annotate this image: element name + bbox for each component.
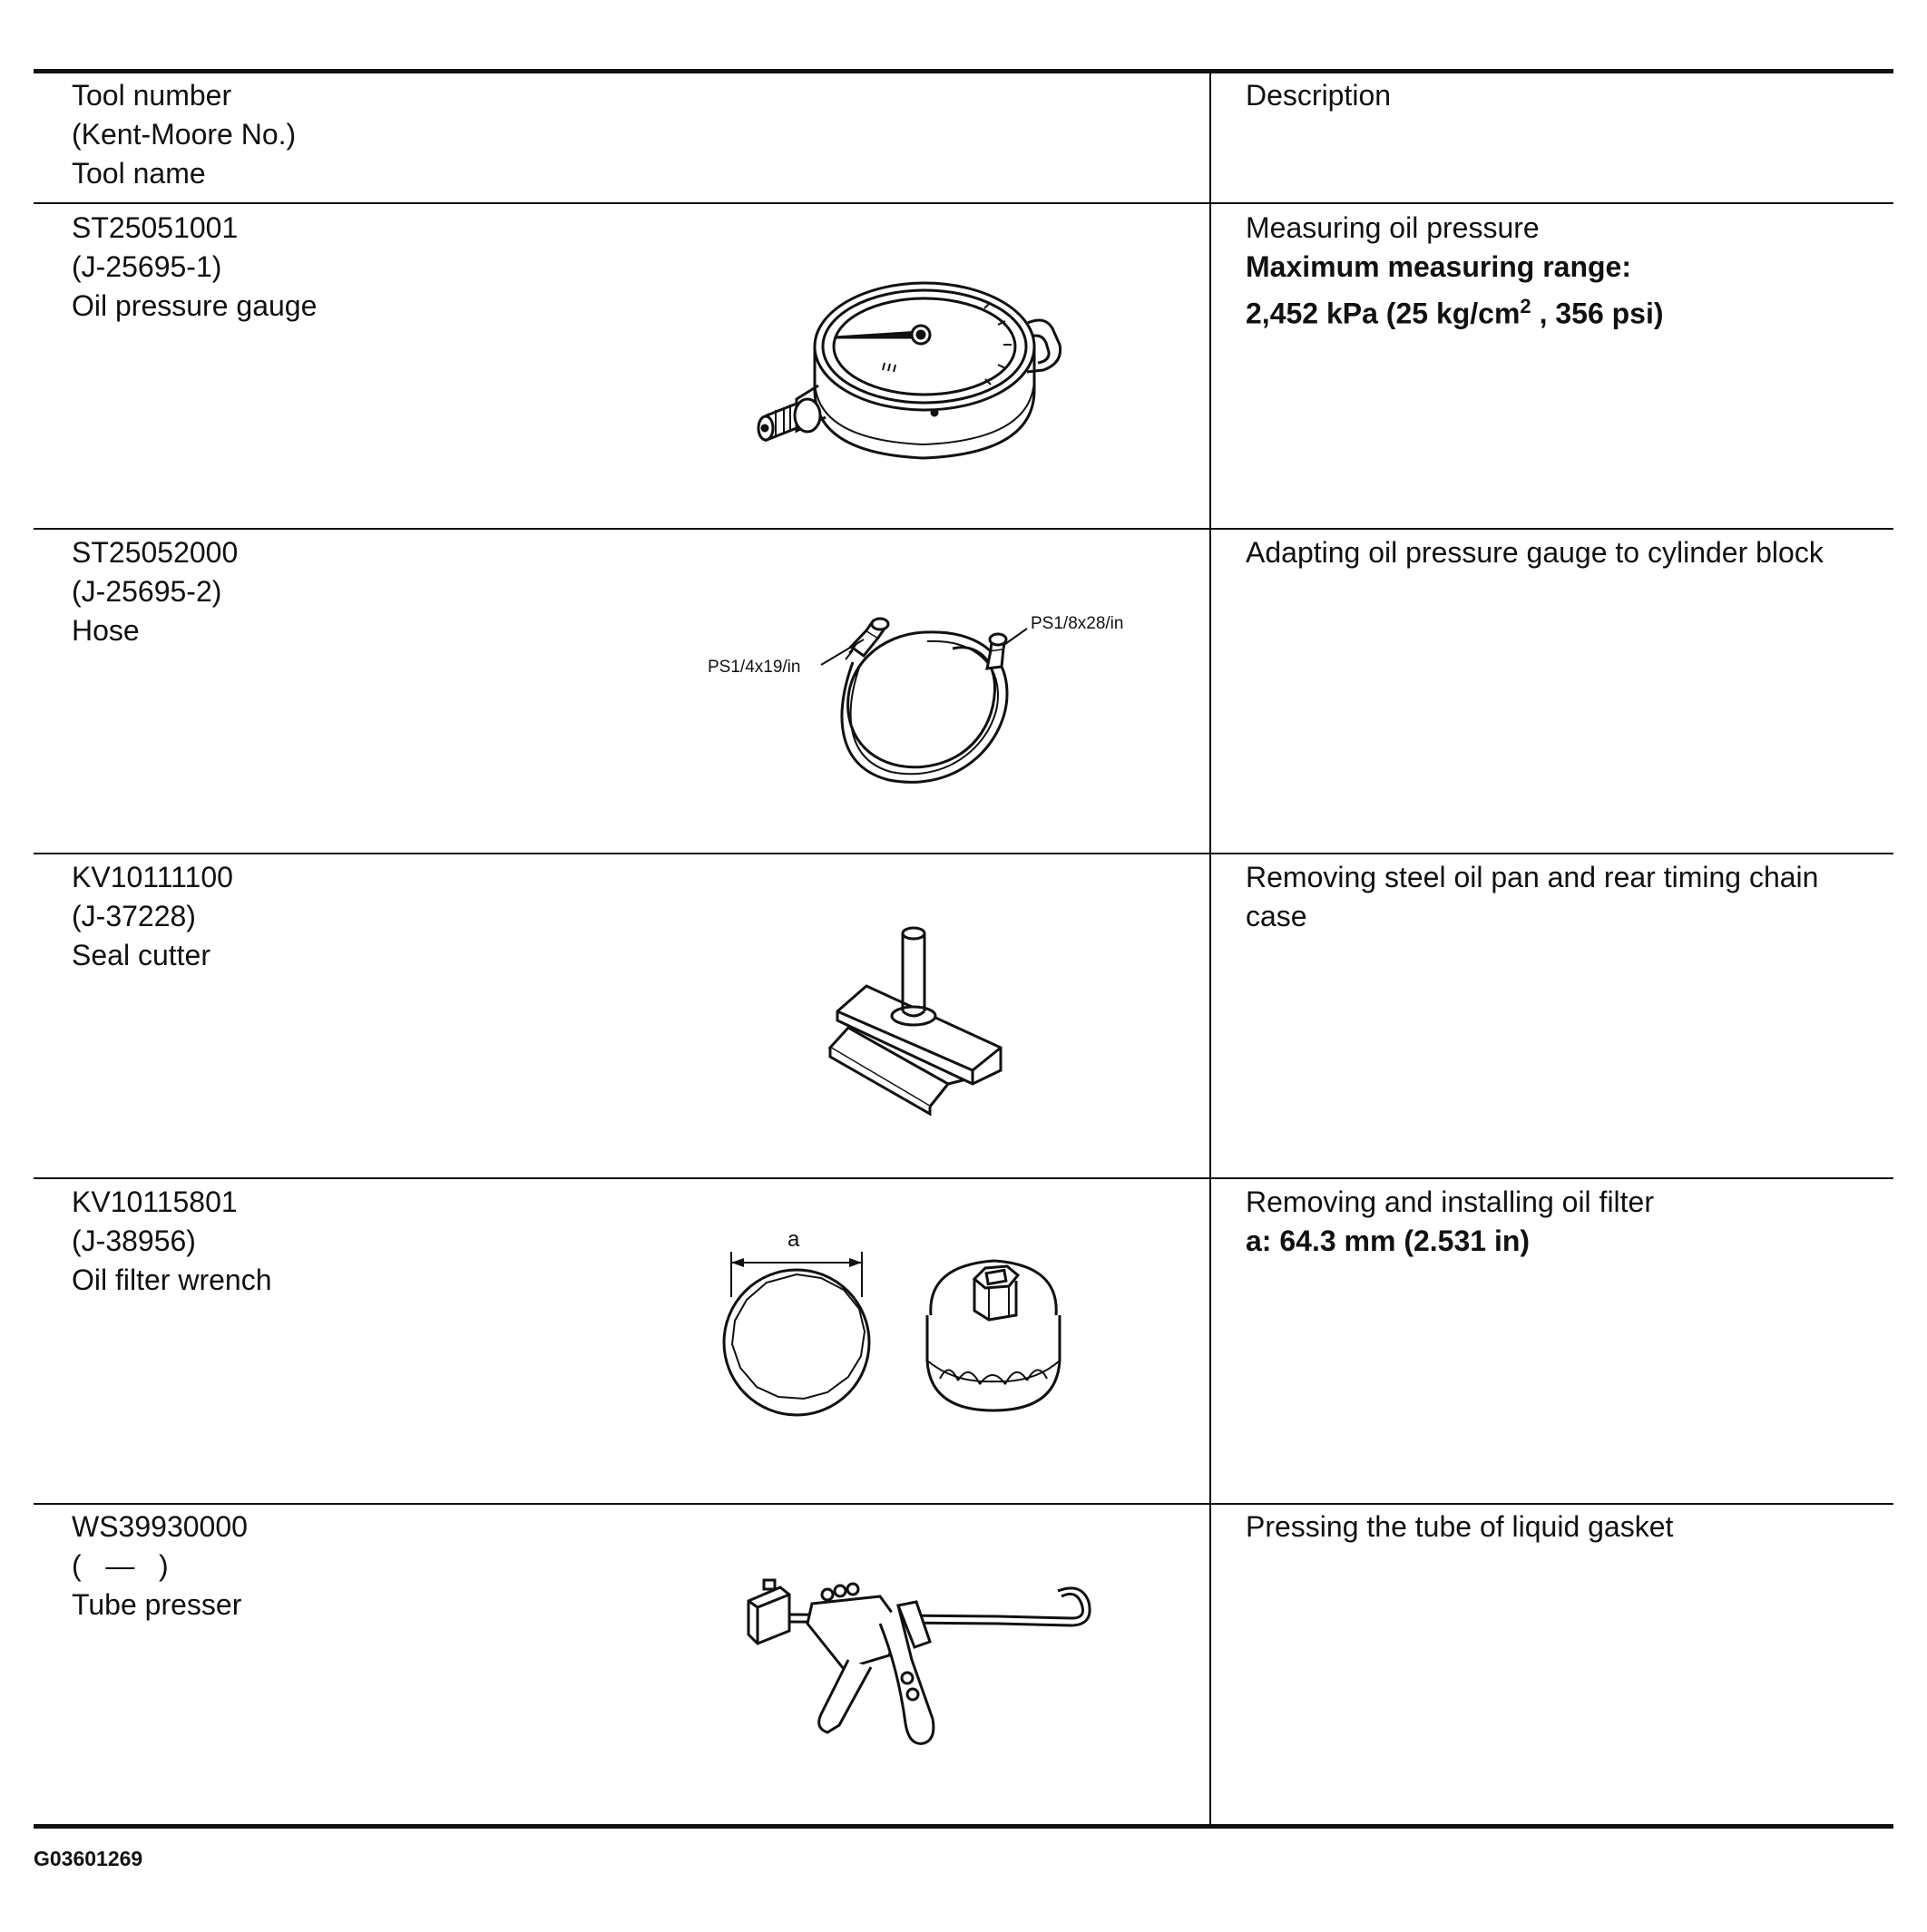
table-row [72, 858, 707, 975]
spec-heading: Maximum measuring range: [1246, 250, 1631, 283]
tool-description [1246, 209, 1881, 334]
spec-value: 2,452 kPa (25 $kg/cm^2$ , 356 psi) [1246, 295, 1664, 330]
description-text: Pressing the tube of liquid gasket [1246, 1510, 1674, 1543]
tool-name: Hose [72, 614, 140, 647]
row-divider [34, 202, 1893, 204]
kent-moore-number: (J-25695-1) [72, 250, 222, 283]
column-divider [1209, 71, 1211, 1824]
tool-description [1246, 1183, 1881, 1261]
row-divider [34, 1177, 1893, 1179]
description-text: Adapting oil pressure gauge to cylinder block [1246, 536, 1824, 569]
table-bottom-rule [34, 1824, 1893, 1829]
tool-name: Oil filter wrench [72, 1264, 272, 1296]
description-text: Measuring oil pressure [1246, 211, 1540, 244]
kent-moore-number: (J-38956) [72, 1225, 196, 1257]
hose-icon [699, 603, 1143, 789]
header-kent-moore: (Kent-Moore No.) [72, 118, 297, 151]
hose-callout-left: PS1/4x19/in [708, 658, 801, 677]
tool-number: ST25051001 [72, 211, 239, 244]
tool-number: WS39930000 [72, 1510, 248, 1543]
tool-number: ST25052000 [72, 536, 239, 569]
table-row [72, 1183, 707, 1300]
dimension-label: a [787, 1227, 800, 1252]
tool-number: KV10111100 [72, 861, 233, 893]
description-text-line2: case [1246, 900, 1307, 932]
seal-cutter-icon [821, 921, 1016, 1116]
hose-callout-right: PS1/8x28/in [1031, 614, 1124, 633]
table-row [72, 209, 707, 326]
row-divider [34, 1503, 1893, 1505]
row-divider [34, 528, 1893, 530]
tool-name: Tube presser [72, 1588, 242, 1621]
header-description: Description [1246, 79, 1392, 112]
description-text-line1: Removing steel oil pan and rear timing chain [1246, 861, 1819, 893]
description-text: Removing and installing oil filter [1246, 1186, 1654, 1218]
tool-number: KV10115801 [72, 1186, 238, 1218]
figure-id: G03601269 [34, 1847, 143, 1870]
header-tool-name: Tool name [72, 157, 206, 190]
tool-name: Oil pressure gauge [72, 289, 318, 322]
header-tool-number: Tool number [72, 79, 232, 112]
oil-filter-wrench-icon [717, 1225, 1098, 1424]
kent-moore-number: ( — ) [72, 1549, 169, 1582]
header-description-column [1246, 76, 1881, 115]
table-top-rule [34, 69, 1893, 73]
row-divider [34, 853, 1893, 854]
tool-description [1246, 1508, 1881, 1547]
tool-description [1246, 533, 1881, 572]
oil-pressure-gauge-icon [771, 272, 1071, 472]
tool-description [1246, 858, 1881, 936]
tool-name: Seal cutter [72, 939, 210, 971]
table-row [72, 1508, 707, 1625]
kent-moore-number: (J-37228) [72, 900, 196, 932]
tube-presser-icon [744, 1569, 1089, 1769]
spec-value: a: 64.3 mm (2.531 in) [1246, 1225, 1531, 1257]
header-tool-column [72, 76, 707, 193]
kent-moore-number: (J-25695-2) [72, 575, 222, 608]
table-row [72, 533, 707, 650]
